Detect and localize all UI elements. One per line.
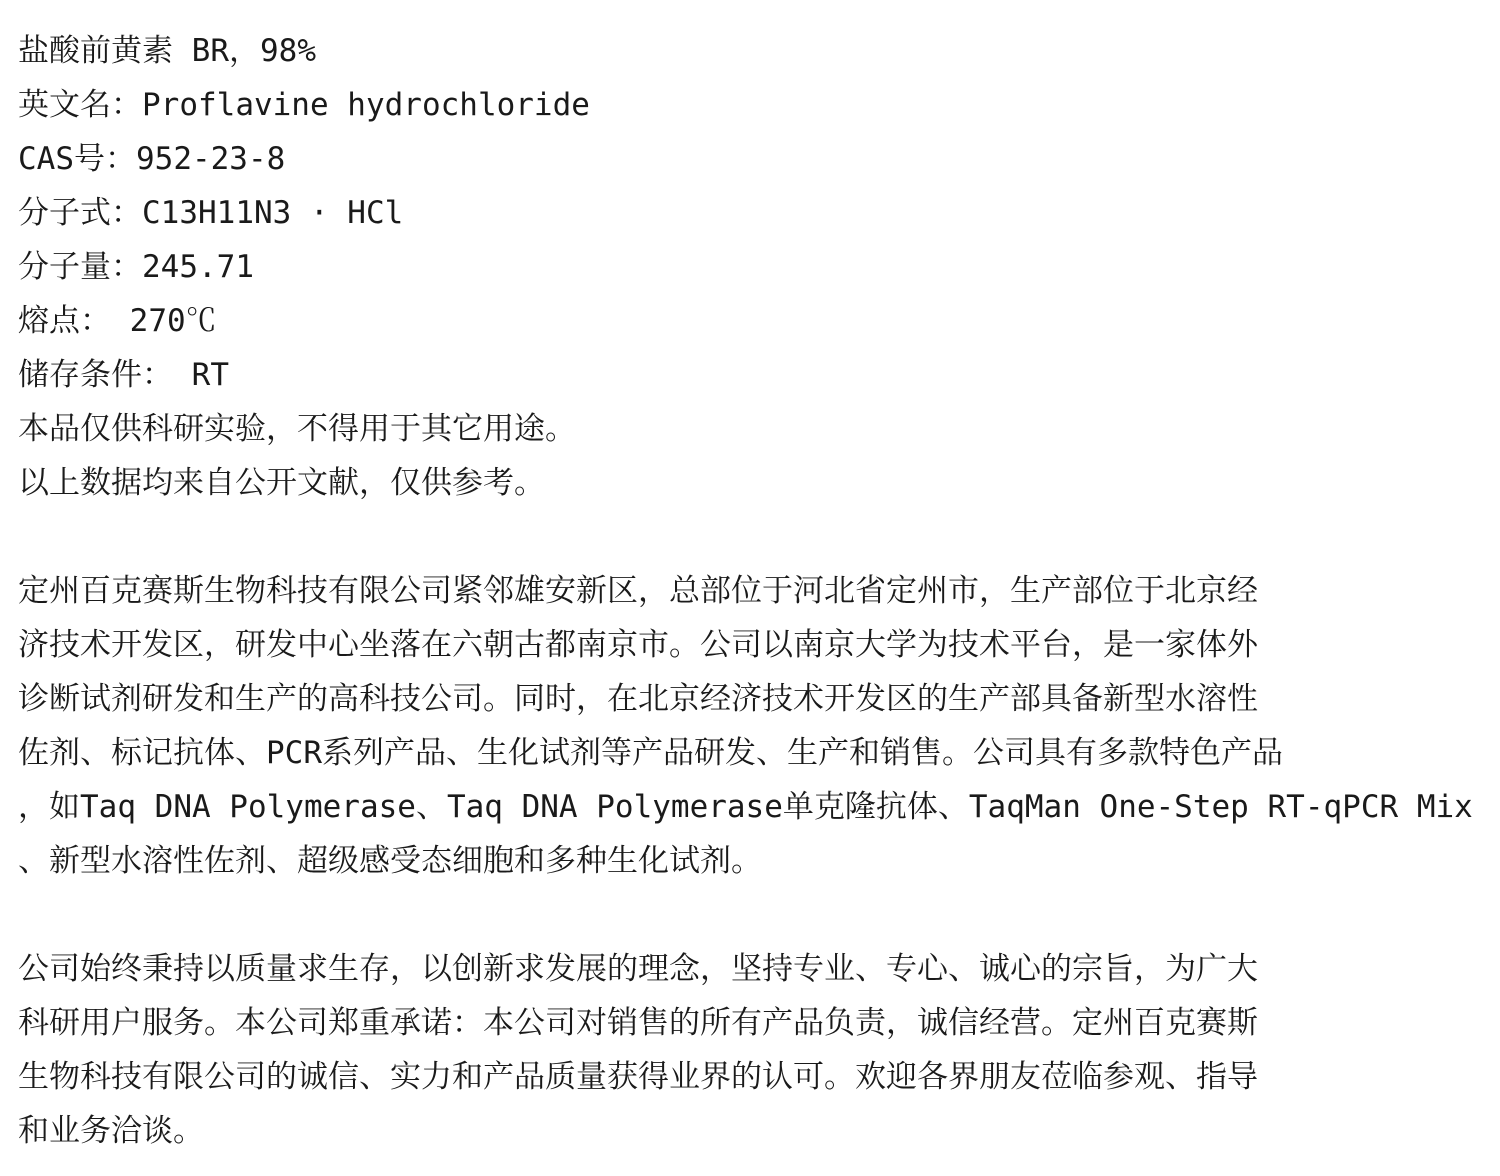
intro-line: 济技术开发区，研发中心坐落在六朝古都南京市。公司以南京大学为技术平台，是一家体外 bbox=[18, 627, 1258, 663]
intro-line: 定州百克赛斯生物科技有限公司紧邻雄安新区，总部位于河北省定州市，生产部位于北京经 bbox=[18, 573, 1258, 609]
intro-line: 、新型水溶性佐剂、超级感受态细胞和多种生化试剂。 bbox=[18, 843, 762, 879]
intro-line: 佐剂、标记抗体、PCR系列产品、生化试剂等产品研发、生产和销售。公司具有多款特色产品 bbox=[18, 735, 1283, 771]
paragraph-gap bbox=[18, 888, 1488, 942]
intro-line: ，如Taq DNA Polymerase、Taq DNA Polymerase单克隆抗体、TaqMan One-Step RT-qPCR Mix bbox=[18, 789, 1473, 825]
mission-line: 公司始终秉持以质量求生存，以创新求发展的理念，坚持专业、专心、诚心的宗旨，为广大 bbox=[18, 951, 1258, 987]
company-mission-paragraph bbox=[18, 942, 1488, 1158]
cas-number: CAS号：952-23-8 bbox=[18, 141, 286, 177]
intro-line: 诊断试剂研发和生产的高科技公司。同时，在北京经济技术开发区的生产部具备新型水溶性 bbox=[18, 681, 1258, 717]
product-title: 盐酸前黄素 BR，98% bbox=[18, 33, 316, 69]
document-body bbox=[18, 24, 1488, 1158]
mission-line: 和业务洽谈。 bbox=[18, 1113, 204, 1149]
melting-point: 熔点： 270℃ bbox=[18, 303, 217, 339]
paragraph-gap bbox=[18, 510, 1488, 564]
molecular-weight: 分子量：245.71 bbox=[18, 249, 254, 285]
molecular-formula: 分子式：C13H11N3 · HCl bbox=[18, 195, 404, 231]
company-intro-paragraph bbox=[18, 564, 1488, 888]
english-name: 英文名：Proflavine hydrochloride bbox=[18, 87, 590, 123]
storage-condition: 储存条件： RT bbox=[18, 357, 229, 393]
reference-note: 以上数据均来自公开文献，仅供参考。 bbox=[18, 465, 545, 501]
mission-line: 科研用户服务。本公司郑重承诺：本公司对销售的所有产品负责，诚信经营。定州百克赛斯 bbox=[18, 1005, 1258, 1041]
usage-note: 本品仅供科研实验，不得用于其它用途。 bbox=[18, 411, 576, 447]
mission-line: 生物科技有限公司的诚信、实力和产品质量获得业界的认可。欢迎各界朋友莅临参观、指导 bbox=[18, 1059, 1258, 1095]
